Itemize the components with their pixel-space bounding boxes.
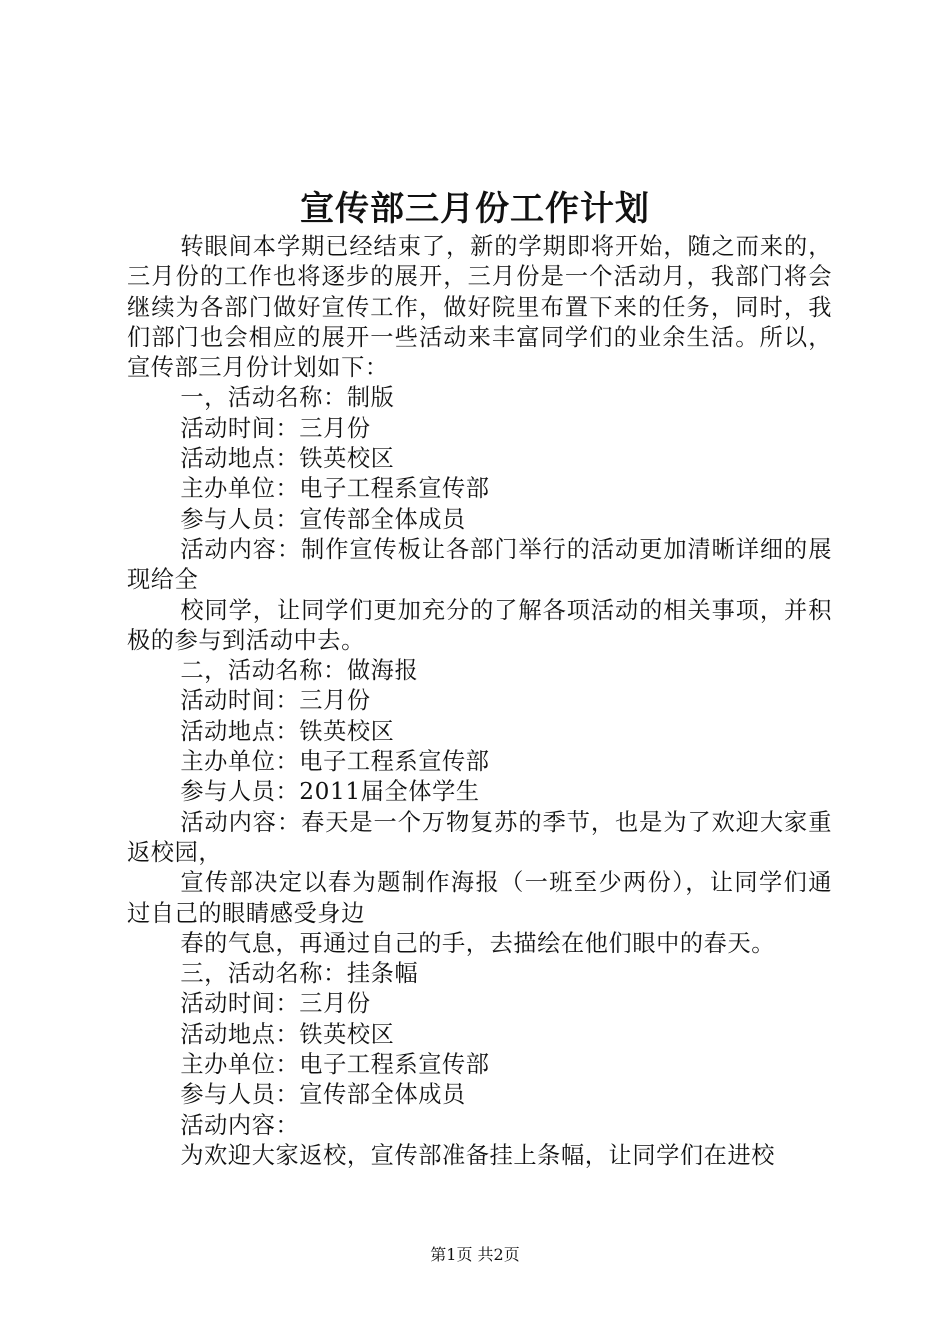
paragraph-intro: 转眼间本学期已经结束了，新的学期即将开始，随之而来的，三月份的工作也将逐步的展开，三月份是一个活动月，我部门将会继续为各部门做好宣传工作，做好院里布置下来的任务，同时，我们部门也会相应的展开一些活动来丰富同学们的业余生活。所以，宣传部三月份计划如下：	[127, 233, 832, 382]
activity-3-time: 活动时间：三月份	[180, 990, 371, 1018]
activity-2-participants: 参与人员：2011届全体学生	[180, 778, 480, 806]
activity-1-name: 一，活动名称：制版	[180, 384, 395, 412]
activity-2-content: 活动内容：春天是一个万物复苏的季节，也是为了欢迎大家重返校园，	[127, 808, 832, 866]
activity-1-content-cont: 校同学，让同学们更加充分的了解各项活动的相关事项，并积极的参与到活动中去。	[127, 596, 832, 654]
activity-3-name: 三，活动名称：挂条幅	[180, 960, 419, 988]
activity-3-location: 活动地点：铁英校区	[180, 1020, 395, 1048]
activity-2-content-end: 春的气息，再通过自己的手，去描绘在他们眼中的春天。	[180, 929, 776, 957]
activity-2-location: 活动地点：铁英校区	[180, 717, 395, 745]
activity-2-name: 二，活动名称：做海报	[180, 657, 419, 685]
activity-1-time: 活动时间：三月份	[180, 414, 371, 442]
page-footer: 第1页 共2页	[430, 1245, 520, 1264]
activity-3-participants: 参与人员：宣传部全体成员	[180, 1081, 466, 1109]
activity-3-content: 活动内容：	[180, 1111, 300, 1139]
activity-3-organizer: 主办单位：电子工程系宣传部	[180, 1051, 490, 1079]
activity-2-time: 活动时间：三月份	[180, 687, 371, 715]
activity-3-content-cont: 为欢迎大家返校，宣传部准备挂上条幅，让同学们在进校	[180, 1141, 776, 1169]
activity-1-organizer: 主办单位：电子工程系宣传部	[180, 475, 490, 503]
activity-2-content-cont: 宣传部决定以春为题制作海报（一班至少两份），让同学们通过自己的眼睛感受身边	[127, 869, 832, 927]
activity-1-location: 活动地点：铁英校区	[180, 445, 395, 473]
document-body	[127, 232, 832, 1171]
activity-1-content: 活动内容：制作宣传板让各部门举行的活动更加清晰详细的展现给全	[127, 535, 832, 594]
document-title: 宣传部三月份工作计划	[300, 189, 650, 229]
activity-1-participants: 参与人员：宣传部全体成员	[180, 505, 466, 533]
activity-2-organizer: 主办单位：电子工程系宣传部	[180, 748, 490, 776]
